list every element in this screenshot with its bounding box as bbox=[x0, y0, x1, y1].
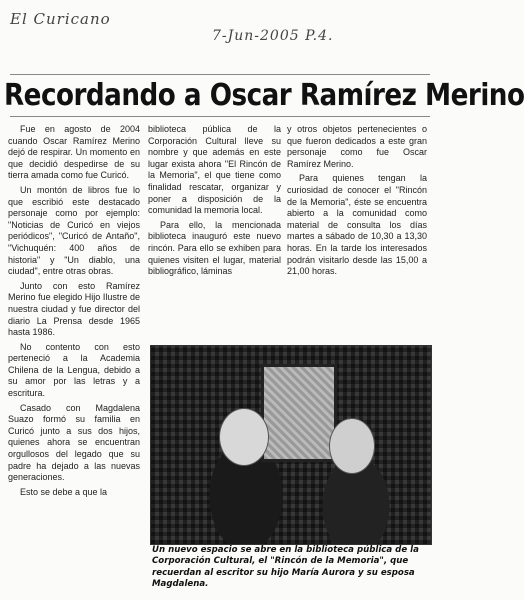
paragraph: Junto con esto Ramírez Merino fue elegido Hijo Ilustre de nuestra ciudad y fue director del diario La Prensa desde 1965 hasta 1986. bbox=[8, 280, 140, 338]
article-column-1 bbox=[8, 124, 140, 594]
handwritten-source-note bbox=[4, 6, 434, 44]
paragraph: Fue en agosto de 2004 cuando Oscar Ramírez Merino dejó de respirar. Un momento en que decidió despedirse de su tierra amada como fue Curicó. bbox=[8, 124, 140, 181]
paragraph: Esto se debe a que la bbox=[20, 486, 108, 497]
framed-portrait bbox=[261, 364, 337, 462]
paragraph: Casado con Magdalena Suazo formó su familia en Curicó junto a sus dos hijos, quienes ahora se encuentran orgullosos del legado que su padre ha dejado a las nuevas generaciones. bbox=[8, 402, 140, 483]
article-column-2 bbox=[148, 124, 281, 342]
paragraph: biblioteca pública de la Corporación Cultural lleve su nombre y que además en este lugar exista ahora "El Rincón de la Memoria", el que tiene como finalidad rescatar, organizar y poner a disposición de la comunidad la memoria local. bbox=[148, 124, 281, 216]
paragraph: Para quienes tengan la curiosidad de conocer el "Rincón de la Memoria", éste se encuentra abierto a la comunidad como material de consulta los días martes a sábado de 10,30 a 13,30 horas. En la tarde los interesados podrán visitarlo desde las 15,00 a 21,00 horas. bbox=[287, 173, 427, 277]
paragraph: y otros objetos pertenecientes o que fueron dedicados a este gran personaje como fue Oscar Ramírez Merino. bbox=[287, 124, 427, 169]
article-column-3 bbox=[287, 124, 427, 342]
handwritten-newspaper-name: El Curicano bbox=[10, 10, 111, 28]
headline-rule bbox=[10, 116, 430, 117]
person-right bbox=[329, 418, 375, 474]
handwritten-date-page: 7-Jun-2005 P.4. bbox=[212, 28, 334, 44]
photo-caption: Un nuevo espacio se abre en la biblioteca pública de la Corporación Cultural, el "Rincón de la Memoria", que recuerdan al escritor su hijo María Aurora y su esposa Magdalena. bbox=[152, 545, 419, 590]
paragraph: Un montón de libros fue lo que escribió este destacado personaje como por ejemplo: "Noticias de Curicó en viejos periódicos", "Curicó de Antaño", "Vichuquén: 400 años de historia" y "Un diablo, una ciudad", entre otras obras. bbox=[8, 184, 140, 277]
paragraph: No contento con esto perteneció a la Academia Chilena de la Lengua, debido a su amor por las letras y a escritura. bbox=[8, 341, 140, 399]
top-rule bbox=[10, 74, 430, 75]
headline: Recordando a Oscar Ramírez Merino bbox=[4, 78, 524, 113]
article-photo bbox=[150, 345, 432, 545]
paragraph: Para ello, la mencionada biblioteca inauguró este nuevo rincón. Para ello se exhiben para quienes visiten el lugar, material bibliográfico, láminas bbox=[148, 219, 281, 277]
person-left bbox=[219, 408, 269, 466]
